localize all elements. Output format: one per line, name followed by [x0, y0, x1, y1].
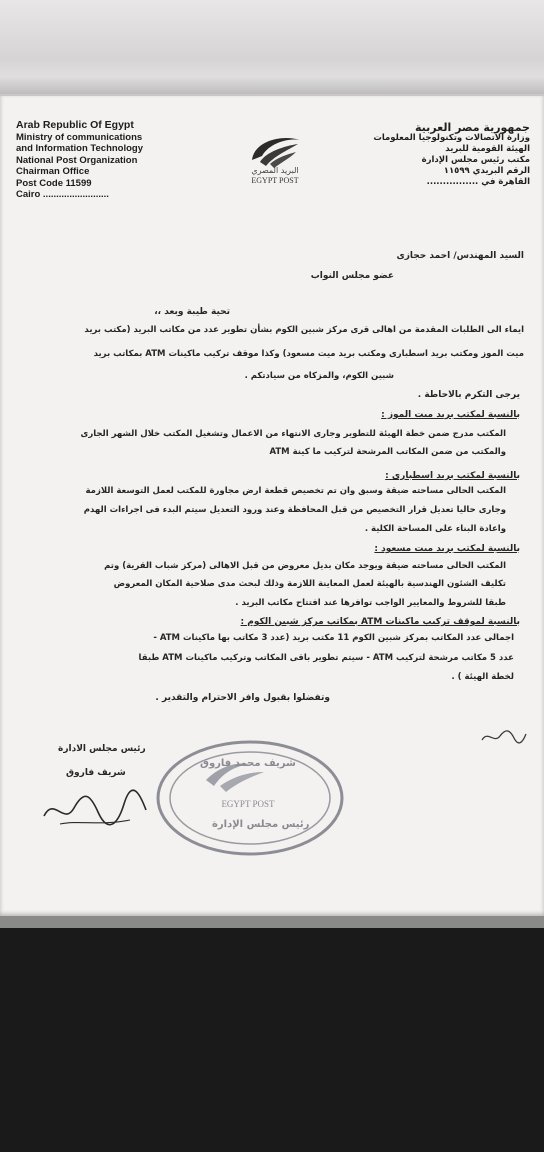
stamp-line-3: رئيس مجلس الإدارة — [212, 819, 310, 830]
section-3-line-1: المكتب الحالى مساحته ضيقة ويوجد مكان بديل معروض من قبل الاهالى (مركز شباب القرية) وتم — [104, 561, 506, 571]
logo-arabic-text: البريد المصري — [251, 166, 299, 175]
handwritten-signature-icon — [40, 786, 150, 836]
paragraph-1-line-1: ايماء الى الطلبات المقدمة من اهالى قرى مركز شبين الكوم بشأن تطوير عدد من مكاتب البريد (مكتب بريد — [84, 325, 524, 335]
header-arabic — [360, 122, 530, 188]
section-1-title: بالنسبة لمكتب بريد ميت الموز : — [381, 410, 520, 420]
greeting: تحية طيبة وبعد ،، — [154, 307, 230, 317]
header-ministry-en-1: Ministry of communications — [16, 131, 143, 143]
section-2-line-1: المكتب الحالى مساحته ضيقة وسبق وان تم تخصيص قطعة ارض مجاورة للمكتب لعمل التوسعة اللازمة — [85, 486, 506, 496]
header-city-en: Cairo ......................... — [16, 189, 109, 200]
section-2-line-2: وجارى حاليا تعديل قرار التخصيص من قبل المحافظة وعند ورود التعديل سيتم البدء فى اجراءات الهدم — [83, 505, 506, 515]
header-ministry-en-2: and Information Technology — [16, 143, 144, 154]
stamp-line-1: شريف محمد فاروق — [200, 758, 296, 769]
recipient-name: السيد المهندس/ احمد حجازى — [396, 251, 524, 261]
header-org-en: National Post Organization — [16, 154, 138, 166]
header-office-ar: مكتب رئيس مجلس الإدارة — [421, 155, 530, 165]
section-3-title: بالنسبة لمكتب بريد ميت مسعود : — [374, 544, 520, 554]
section-4-line-2: عدد 5 مكاتب مرشحة لتركيب ATM - سيتم تطوير باقى المكاتب وتركيب ماكينات ATM طبقا — [138, 653, 514, 663]
recipient-title: عضو مجلس النواب — [310, 271, 394, 281]
header-postcode-en: Post Code 11599 — [16, 177, 92, 189]
closing-line: وتفضلوا بقبول وافر الاحترام والتقدير . — [155, 693, 330, 703]
paragraph-1-line-2: ميت الموز ومكتب بريد اسطبارى ومكتب بريد ميت مسعود) وكذا موقف تركيب ماكينات ATM بمكاتب بريد — [93, 349, 524, 359]
header-org-ar: الهيئة القومية للبريد — [445, 144, 530, 154]
section-4-title: بالنسبة لموقف تركيب ماكينات ATM بمكاتب مركز شبين الكوم : — [240, 617, 520, 627]
egypt-post-logo-icon — [230, 130, 320, 200]
letter-page — [0, 96, 544, 916]
top-background — [0, 0, 544, 96]
signatory-title: رئيس مجلس الادارة — [58, 744, 146, 754]
header-ministry-ar: وزارة الاتصالات وتكنولوجيا المعلومات — [373, 133, 530, 143]
initials-signature-icon — [480, 726, 528, 748]
header-office-en: Chairman Office — [16, 166, 90, 177]
bottom-background — [0, 916, 544, 1152]
paragraph-1-line-4: يرجى التكرم بالاحاطة . — [417, 390, 520, 400]
section-1-line-1: المكتب مدرج ضمن خطة الهيئة للتطوير وجارى الانتهاء من الاعمال وتشغيل المكتب خلال الشهر الجارى — [80, 429, 506, 439]
section-2-title: بالنسبة لمكتب بريد اسطبارى : — [385, 471, 520, 481]
paragraph-1-line-3: شبين الكوم، والمزكاه من سيادتكم . — [244, 371, 394, 381]
header-postcode-ar: الرقم البريدي ١١٥٩٩ — [443, 166, 530, 176]
section-4-line-3: لخطة الهيئة ) . — [451, 672, 514, 682]
section-2-line-3: واعادة البناء على المساحة الكلية . — [364, 524, 506, 534]
section-4-line-1: اجمالى عدد المكاتب بمركز شبين الكوم 11 مكتب بريد (عدد 3 مكاتب بها ماكينات ATM - — [153, 633, 514, 643]
signatory-name: شريف فاروق — [66, 768, 126, 778]
stamp-line-2: EGYPT POST — [221, 799, 275, 809]
section-3-line-2: تكليف الشئون الهندسية بالهيئة لعمل المعاينة اللازمة وذلك لبحث مدى صلاحية المكان المعروض — [113, 579, 506, 589]
header-country-en: Arab Republic Of Egypt — [16, 119, 134, 131]
header-city-ar: القاهرة في ................ — [426, 177, 530, 187]
section-3-line-3: طبقا للشروط والمعايير الواجب توافرها عند افتتاح مكاتب البريد . — [235, 598, 506, 608]
section-1-line-2: والمكتب من ضمن المكاتب المرشحة لتركيب ما كينة ATM — [269, 447, 506, 457]
logo-english-text: EGYPT POST — [251, 176, 299, 185]
header-country-ar: جمهورية مصر العربية — [415, 121, 530, 134]
paper-edge — [0, 916, 544, 928]
paper-fold — [0, 58, 544, 94]
header-english — [16, 120, 186, 201]
